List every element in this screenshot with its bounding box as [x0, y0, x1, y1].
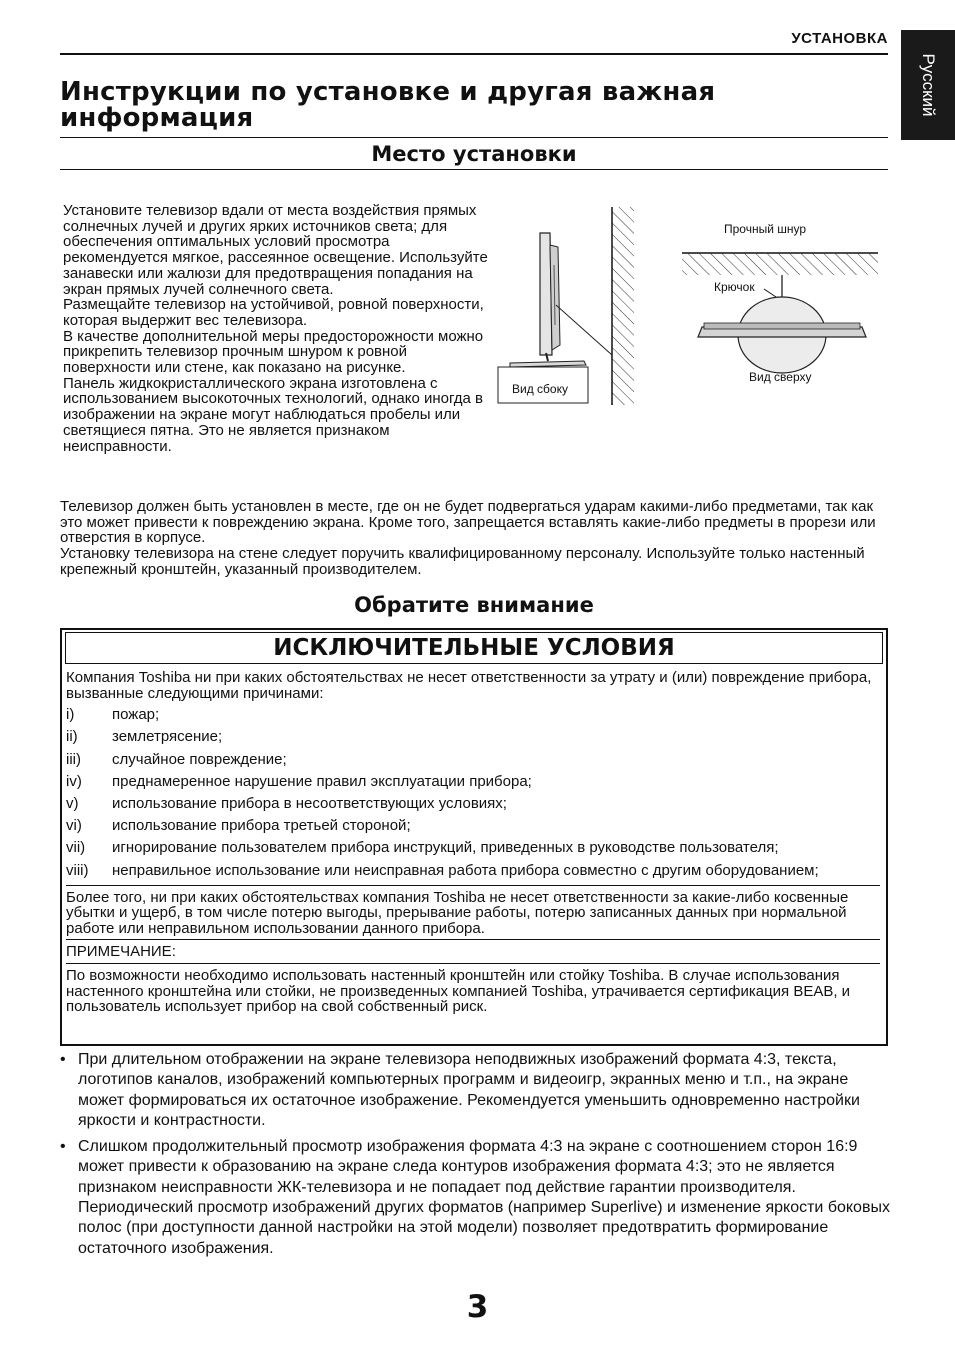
box-intro: Компания Toshiba ни при каких обстоятельствах не несет ответственности за утрату и (или) повреждение прибора, вызванные следующими причинами:: [66, 669, 872, 702]
list-item: [66, 863, 880, 879]
title-rule: [60, 137, 888, 138]
divider: [66, 885, 880, 886]
list-item-number: vi): [66, 817, 82, 835]
tv-side-view: [510, 233, 612, 367]
list-item: [66, 840, 880, 856]
list-item: [66, 729, 880, 745]
note-label: ПРИМЕЧАНИЕ:: [66, 943, 176, 961]
paragraph: Размещайте телевизор на устойчивой, ровной поверхности, которая выдержит вес телевизора.: [63, 296, 484, 329]
list-item-number: v): [66, 794, 79, 812]
bullet-text: При длительном отображении на экране телевизора неподвижных изображений формата 4:3, текста, логотипов каналов, изображений компьютерных программ и видеоигр, экранных меню и т.п., на экране может формироваться их остаточное изображение. Рекомендуется уменьшить одновременно настройки яркости и контрастности.: [78, 1051, 860, 1129]
list-item-text: преднамеренное нарушение правил эксплуатации прибора;: [112, 772, 532, 790]
tv-top-view: [698, 297, 866, 373]
list-item-text: пожар;: [112, 706, 160, 724]
section-label: УСТАНОВКА: [791, 30, 888, 47]
page-number: 3: [466, 1289, 489, 1325]
list-item-text: использование прибора в несоответствующих условиях;: [112, 794, 507, 812]
hook-label: Крючок: [714, 280, 755, 294]
list-item-number: viii): [66, 861, 89, 879]
top-wall-hatching: [682, 253, 878, 275]
exclusion-conditions-box: [60, 628, 888, 1046]
list-item-text: использование прибора третьей стороной;: [112, 817, 411, 835]
divider: [66, 963, 880, 964]
paragraph: В качестве дополнительной меры предосторожности можно прикрепить телевизор прочным шнуром к ровной поверхности или стене, как показано на рисунке.: [63, 327, 484, 377]
exclusion-list: [66, 707, 880, 878]
bullet-item: [60, 1050, 890, 1131]
list-item-number: i): [66, 706, 75, 724]
note-text: По возможности необходимо использовать настенный кронштейн или стойку Toshiba. В случае использования настенного кронштейна или стойки, не произведенных компанией Toshiba, утрачивается сертификация BEAB, и пользователь использует прибор на свой собственный риск.: [66, 967, 851, 1016]
installation-diagram: [492, 205, 892, 415]
bullet-item: [60, 1137, 890, 1259]
list-item-number: ii): [66, 728, 78, 746]
list-item: [66, 752, 880, 768]
language-tab: [901, 30, 955, 140]
bullet-dot-icon: •: [60, 1138, 66, 1156]
box-body: [66, 670, 880, 1015]
liability-text: Более того, ни при каких обстоятельствах компания Toshiba не несет ответственности за какие-либо косвенные убытки и ущерб, в том числе потерю выгоды, прерывание работы, потерю записанных данных при нормальной работе или неправильном использовании данного прибора.: [66, 888, 849, 937]
heading-rule: [60, 169, 888, 170]
installation-column-text: [63, 203, 488, 454]
list-item-text: землетрясение;: [112, 728, 223, 746]
paragraph: Установку телевизора на стене следует поручить квалифицированному персоналу. Используйте только настенный крепежный кронштейн, указанный производителем.: [60, 545, 865, 578]
list-item-number: iv): [66, 772, 82, 790]
list-item-number: vii): [66, 839, 86, 857]
divider: [66, 939, 880, 940]
bullet-dot-icon: •: [60, 1051, 66, 1068]
installation-heading: Место установки: [371, 142, 577, 166]
page-title: Инструкции по установке и другая важная информация: [60, 77, 716, 133]
cord-label: Прочный шнур: [724, 222, 807, 236]
list-item: [66, 818, 880, 834]
box-title: ИСКЛЮЧИТЕЛЬНЫЕ УСЛОВИЯ: [65, 632, 883, 664]
list-item-text: случайное повреждение;: [112, 750, 287, 768]
bullet-text: Слишком продолжительный просмотр изображения формата 4:3 на экране с соотношением сторон 16:9 может привести к образованию на экране следа контуров изображения формата 4:3; это не является признаком неисправности ЖК-телевизора и не попадает под действие гарантии производителя. Периодический просмотр изображений других форматов (например Superlive) и изменение яркости боковых полос (при доступности данной настройки на этой модели) позволяет предотвратить формирование остаточного изображения.: [78, 1138, 890, 1257]
list-item: [66, 796, 880, 812]
side-view-label: Вид сбоку: [512, 382, 568, 396]
tv-mounting-illustration: [492, 205, 892, 410]
list-item: [66, 707, 880, 723]
list-item: [66, 774, 880, 790]
paragraph: Телевизор должен быть установлен в месте, где он не будет подвергаться ударам какими-либо предметами, так как это может привести к повреждению экрана. Кроме того, запрещается вставлять какие-либо предметы в прорези или отверстия в корпусе.: [60, 498, 876, 547]
header-rule: [60, 53, 888, 55]
list-item-number: iii): [66, 750, 81, 768]
paragraph: Установите телевизор вдали от места воздействия прямых солнечных лучей и других ярких источников света; для обеспечения оптимальных условий просмотра рекомендуется мягкое, рассеянное освещение. Используйте занавески или жалюзи для предотвращения попадания на экран прямых лучей солнечного света.: [63, 202, 488, 298]
list-item-text: неправильное использование или неисправная работа прибора совместно с другим оборудованием;: [112, 861, 819, 879]
paragraph: Панель жидкокристаллического экрана изготовлена с использованием высокоточных технологий, однако иногда в изображении на экране могут наблюдаться пробелы или светящиеся пятна. Это не является признаком неисправности.: [63, 374, 484, 455]
bullet-list: [60, 1050, 890, 1265]
wall-hatching: [612, 207, 634, 405]
language-tab-label: Русский: [919, 53, 938, 117]
notice-heading: Обратите внимание: [354, 593, 594, 617]
installation-full-text: [60, 499, 895, 578]
list-item-text: игнорирование пользователем прибора инструкций, приведенных в руководстве пользователя;: [112, 839, 779, 857]
top-view-label: Вид сверху: [749, 370, 812, 384]
